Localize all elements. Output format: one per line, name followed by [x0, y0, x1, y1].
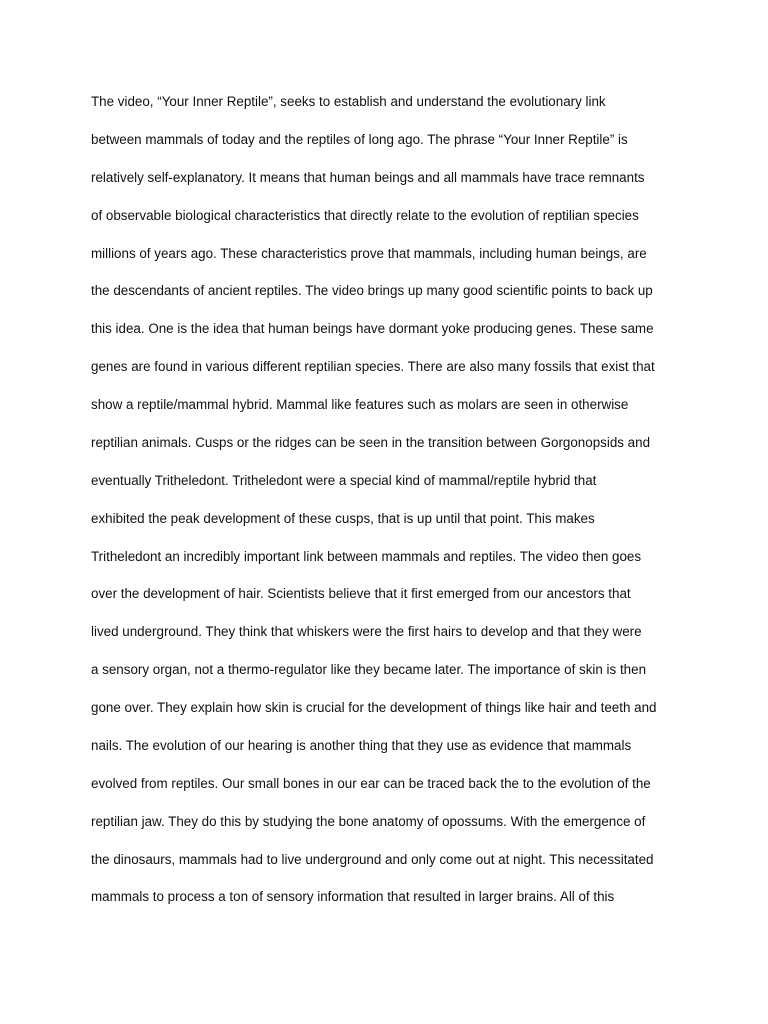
text-line: nails. The evolution of our hearing is another thing that they use as evidence that mammals: [91, 737, 632, 753]
text-line: over the development of hair. Scientists believe that it first emerged from our ancestors that: [91, 586, 631, 602]
text-line: exhibited the peak development of these cusps, that is up until that point. This makes: [91, 510, 595, 526]
text-line: this idea. One is the idea that human beings have dormant yoke producing genes. These same: [91, 321, 654, 337]
text-line: show a reptile/mammal hybrid. Mammal like features such as molars are seen in otherwise: [91, 397, 629, 412]
text-line: The video, “Your Inner Reptile”, seeks to establish and understand the evolutionary link: [91, 94, 606, 109]
text-line: eventually Tritheledont. Tritheledont were a special kind of mammal/reptile hybrid that: [91, 472, 597, 488]
text-line: genes are found in various different reptilian species. There are also many fossils that exist that: [91, 359, 655, 375]
text-line: between mammals of today and the reptiles of long ago. The phrase “Your Inner Reptile” is: [91, 131, 628, 147]
text-line: of observable biological characteristics that directly relate to the evolution of reptilian species: [91, 207, 639, 223]
text-line: a sensory organ, not a thermo-regulator like they became later. The importance of skin is then: [91, 662, 647, 678]
text-line: mammals to process a ton of sensory information that resulted in larger brains. All of this: [91, 889, 615, 905]
essay-paragraph: [91, 92, 691, 925]
text-line: the dinosaurs, mammals had to live underground and only come out at night. This necessitated: [91, 851, 654, 867]
text-line: lived underground. They think that whiskers were the first hairs to develop and that they were: [91, 624, 642, 640]
text-line: the descendants of ancient reptiles. The video brings up many good scientific points to back up: [91, 283, 653, 299]
text-line: millions of years ago. These characteristics prove that mammals, including human beings, are: [91, 245, 647, 261]
text-line: relatively self-explanatory. It means that human beings and all mammals have trace remnants: [91, 169, 645, 185]
text-line: Tritheledont an incredibly important link between mammals and reptiles. The video then goes: [91, 548, 642, 564]
text-line: reptilian animals. Cusps or the ridges can be seen in the transition between Gorgonopsids and: [91, 434, 651, 450]
text-line: reptilian jaw. They do this by studying the bone anatomy of opossums. With the emergence of: [91, 813, 646, 829]
text-line: evolved from reptiles. Our small bones in our ear can be traced back the to the evolution of the: [91, 775, 651, 791]
text-line: gone over. They explain how skin is crucial for the development of things like hair and teeth and: [91, 700, 657, 715]
